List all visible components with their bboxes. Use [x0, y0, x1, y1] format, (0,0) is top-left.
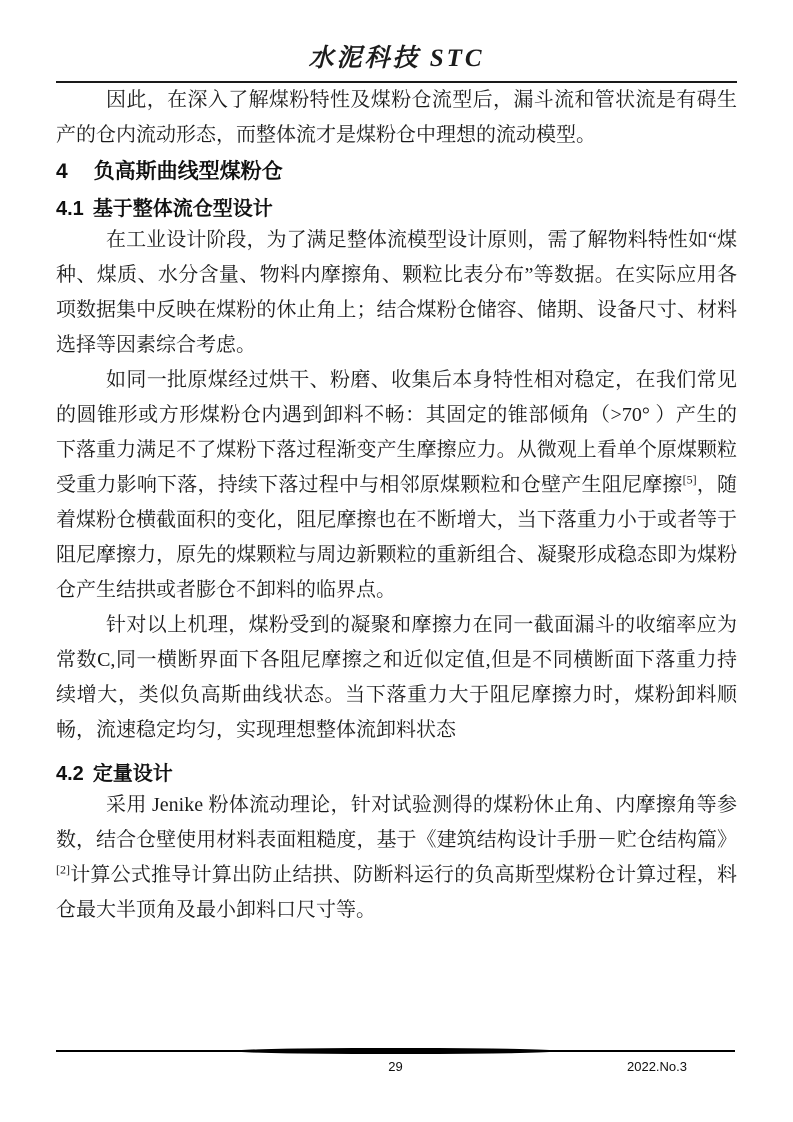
citation-ref-2: [2] [56, 862, 70, 877]
section-4-1-number: 4.1 [56, 198, 84, 220]
issue-label: 2022.No.3 [627, 1059, 687, 1074]
section-4-2-heading [56, 760, 737, 788]
section-4-1-title: 基于整体流仓型设计 [92, 198, 273, 220]
section-4-heading [56, 157, 737, 187]
citation-ref-5: [5] [682, 472, 697, 487]
journal-title: 水泥科技 STC [308, 45, 485, 72]
quantitative-text-after-ref: 计算公式推导计算出防止结拱、防断料运行的负高斯型煤粉仓计算过程，料仓最大半顶角及最小卸料口尺寸等。 [56, 864, 737, 921]
discharge-text-after-ref: ，随着煤粉仓横截面积的变化，阻尼摩擦也在不断增大，当下落重力小于或者等于阻尼摩擦力，原先的煤颗粒与周边新颗粒的重新组合、凝聚形成稳态即为煤粉仓产生结拱或者膨仓不卸料的临界点。 [56, 474, 738, 601]
paragraph-design-basis: 在工业设计阶段，为了满足整体流模型设计原则，需了解物料特性如“煤种、煤质、水分含量、物料内摩擦角、颗粒比表分布”等数据。在实际应用各项数据集中反映在煤粉的休止角上；结合煤粉仓储容、储期、设备尺寸、材料选择等因素综合考虑。 [56, 229, 737, 356]
paragraph-gauss-analysis: 针对以上机理，煤粉受到的凝聚和摩擦力在同一截面漏斗的收缩率应为常数C,同一横断界面下各阻尼摩擦之和近似定值,但是不同横断面下落重力持续增大，类似负高斯曲线状态。当下落重力大于阻尼摩擦力时，煤粉卸料顺畅，流速稳定均匀，实现理想整体流卸料状态 [56, 614, 737, 741]
quantitative-text-before-ref: 采用 Jenike 粉体流动理论，针对试验测得的煤粉休止角、内摩擦角等参数，结合仓壁使用材料表面粗糙度，基于《建筑结构设计手册－贮仓结构篇》 [56, 794, 737, 851]
footer-meta [56, 1059, 735, 1075]
page-footer [56, 1048, 735, 1088]
page-body [56, 83, 737, 928]
section-4-2-number: 4.2 [56, 763, 84, 785]
paragraph-discharge-mechanism [56, 363, 737, 608]
section-4-2-title: 定量设计 [92, 763, 173, 785]
section-4-1-heading [56, 195, 737, 223]
paragraph-quantitative [56, 788, 737, 928]
section-4-title: 负高斯曲线型煤粉仓 [93, 160, 283, 183]
footer-rule [56, 1048, 735, 1054]
paragraph-intro: 因此，在深入了解煤粉特性及煤粉仓流型后，漏斗流和管状流是有碍生产的仓内流动形态，而整体流才是煤粉仓中理想的流动模型。 [56, 89, 737, 146]
page-number: 29 [388, 1059, 403, 1074]
page-header [56, 44, 737, 83]
section-4-number: 4 [56, 160, 68, 183]
discharge-text-before-ref: 如同一批原煤经过烘干、粉磨、收集后本身特性相对稳定，在我们常见的圆锥形或方形煤粉仓内遇到卸料不畅：其固定的锥部倾角（>70° ）产生的下落重力满足不了煤粉下落过程渐变产生摩擦应力。从微观上看单个原煤颗粒受重力影响下落，持续下落过程中与相邻原煤颗粒和仓壁产生阻尼摩擦 [56, 369, 737, 496]
footer-rule-bulge [233, 1048, 559, 1054]
